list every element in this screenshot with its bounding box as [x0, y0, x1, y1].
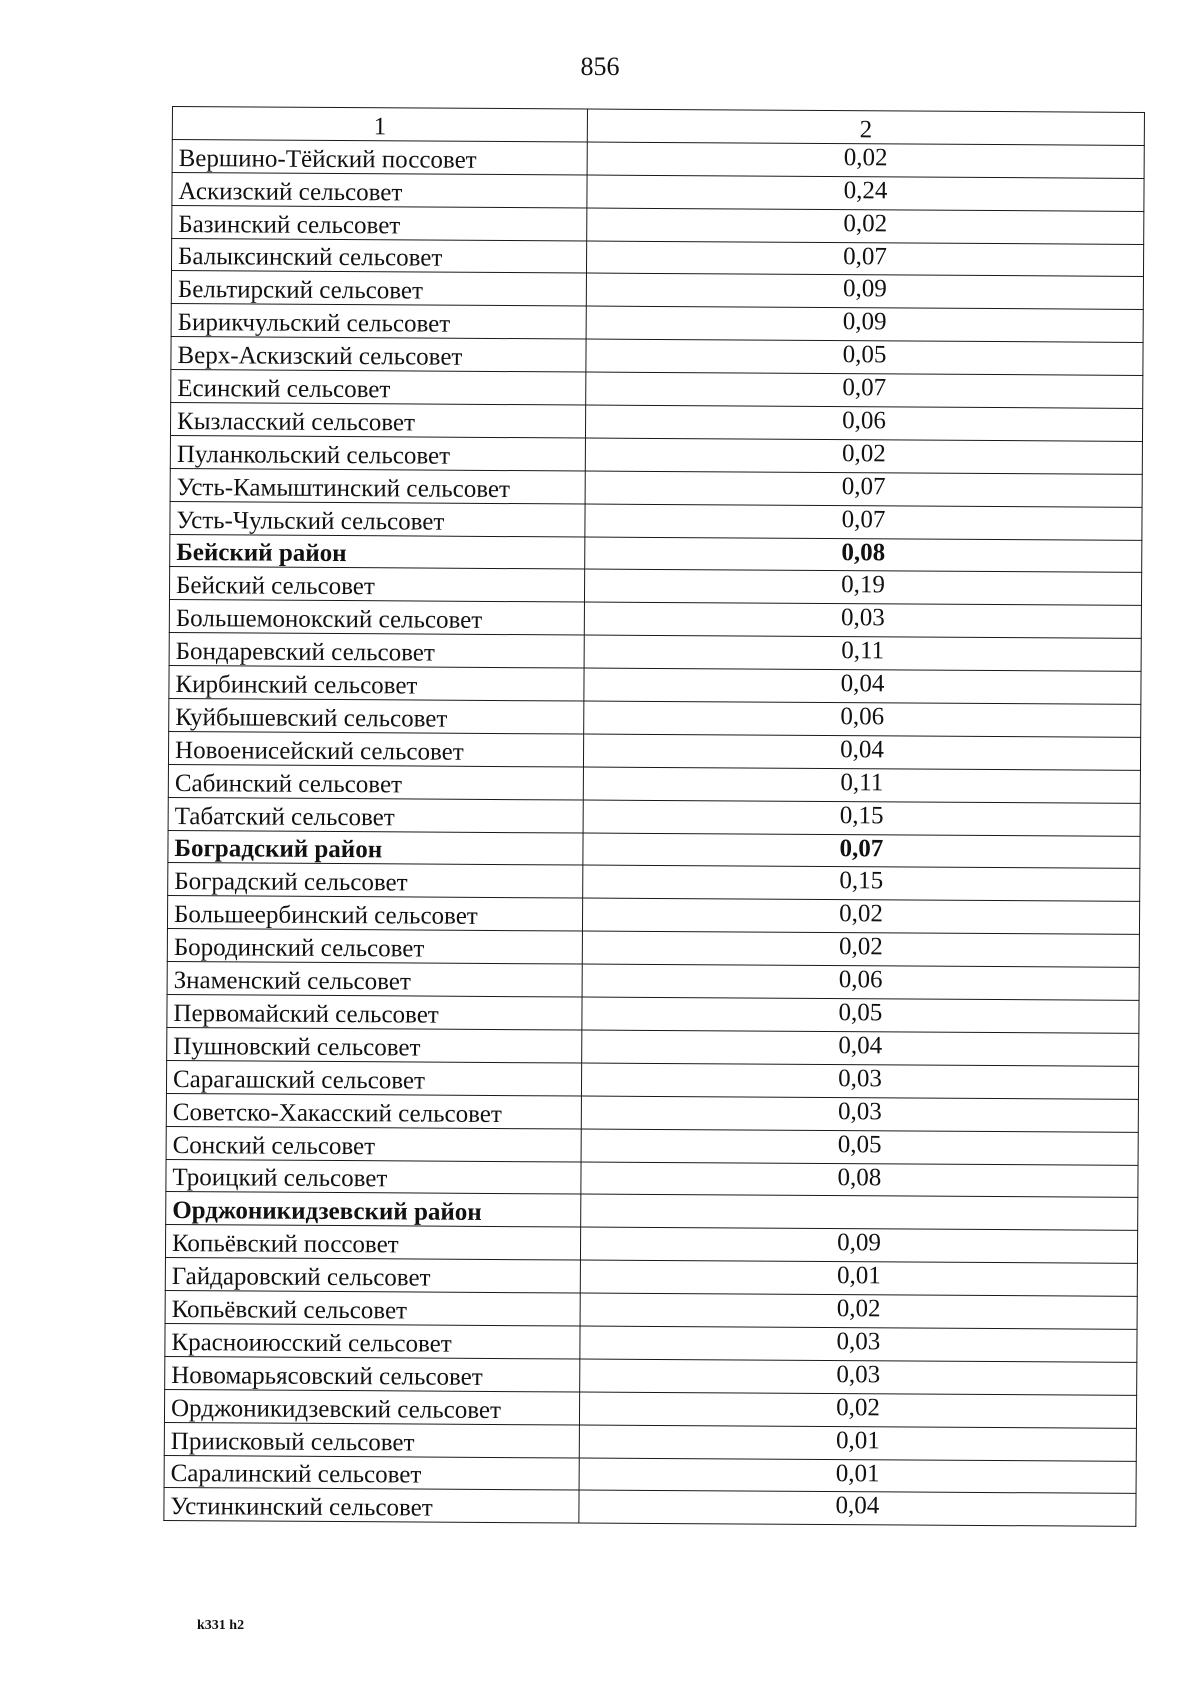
settlement-name-cell: Советско-Хакасский сельсовет	[166, 1093, 581, 1128]
value-cell: 0,07	[585, 504, 1142, 540]
table-row	[165, 1323, 1137, 1362]
value-cell: 0,07	[583, 833, 1140, 869]
table-row	[171, 370, 1143, 409]
value-cell: 0,05	[581, 1129, 1138, 1165]
district-name-cell: Боградский район	[168, 830, 583, 865]
value-cell: 0,06	[582, 964, 1139, 1000]
value-cell: 0,05	[586, 339, 1143, 375]
table-row	[167, 929, 1139, 968]
value-cell: 0,04	[583, 734, 1140, 770]
table-row	[165, 1258, 1137, 1297]
settlement-name-cell: Аскизский сельсовет	[172, 172, 587, 207]
settlement-name-cell: Знаменский сельсовет	[167, 962, 582, 997]
value-cell: 0,02	[582, 931, 1139, 967]
value-cell: 0,02	[587, 142, 1144, 178]
value-cell: 0,02	[580, 1293, 1137, 1329]
table-row	[168, 764, 1140, 803]
settlement-name-cell: Устинкинский сельсовет	[164, 1488, 579, 1523]
settlement-name-cell: Первомайский сельсовет	[167, 995, 582, 1030]
value-cell: 0,02	[579, 1392, 1136, 1428]
settlement-name-cell: Бейский сельсовет	[169, 567, 584, 602]
settlement-name-cell: Бородинский сельсовет	[167, 929, 582, 964]
district-name-cell: Бейский район	[170, 534, 585, 569]
table-row	[164, 1488, 1136, 1527]
value-cell: 0,11	[584, 635, 1141, 671]
value-cell: 0,08	[585, 537, 1142, 573]
settlement-name-cell: Большеербинский сельсовет	[167, 896, 582, 931]
table-row	[166, 1093, 1138, 1132]
value-cell: 0,01	[580, 1260, 1137, 1296]
table-group-row	[166, 1192, 1138, 1231]
settlement-name-cell: Есинский сельсовет	[171, 370, 586, 405]
settlement-name-cell: Новоенисейский сельсовет	[168, 731, 583, 766]
table-row	[169, 699, 1141, 738]
value-cell: 0,11	[583, 767, 1140, 803]
value-cell: 0,19	[584, 569, 1141, 605]
settlement-name-cell: Большемонокский сельсовет	[169, 600, 584, 635]
value-cell: 0,08	[581, 1162, 1138, 1198]
table-row	[165, 1225, 1137, 1264]
table-row	[167, 962, 1139, 1001]
table-row	[169, 600, 1141, 639]
settlement-name-cell: Троицкий сельсовет	[166, 1159, 581, 1194]
value-cell: 0,24	[587, 175, 1144, 211]
table-row	[167, 995, 1139, 1034]
value-cell	[581, 1194, 1138, 1230]
table-row	[171, 337, 1143, 376]
table-row	[165, 1291, 1137, 1330]
value-cell: 0,09	[586, 306, 1143, 342]
value-cell: 0,02	[587, 208, 1144, 244]
value-cell: 0,06	[584, 701, 1141, 737]
value-cell: 0,03	[581, 1063, 1138, 1099]
value-cell: 0,04	[584, 668, 1141, 704]
value-cell: 0,09	[580, 1227, 1137, 1263]
settlement-name-cell: Пушновский сельсовет	[167, 1027, 582, 1062]
value-cell: 0,09	[586, 273, 1143, 309]
value-cell: 0,01	[579, 1458, 1136, 1494]
settlement-name-cell: Бондаревский сельсовет	[169, 633, 584, 668]
value-cell: 0,02	[585, 438, 1142, 474]
settlement-name-cell: Табатский сельсовет	[168, 797, 583, 832]
settlement-name-cell: Усть-Камыштинский сельсовет	[170, 468, 585, 503]
data-table-wrapper	[163, 106, 1144, 1527]
settlement-name-cell: Кызласский сельсовет	[170, 403, 585, 438]
value-cell: 0,03	[581, 1096, 1138, 1132]
settlement-name-cell: Орджоникидзевский сельсовет	[164, 1389, 579, 1424]
value-cell: 0,06	[585, 405, 1142, 441]
table-row	[172, 139, 1144, 178]
settlement-name-cell: Усть-Чульский сельсовет	[170, 501, 585, 536]
value-cell: 0,03	[584, 602, 1141, 638]
footer-code: k331 h2	[197, 1618, 245, 1633]
value-cell: 0,02	[582, 898, 1139, 934]
settlement-name-cell: Саралинский сельсовет	[164, 1455, 579, 1490]
table-row	[169, 666, 1141, 705]
settlement-name-cell: Копьёвский поссовет	[165, 1225, 580, 1260]
settlement-name-cell: Пуланкольский сельсовет	[170, 435, 585, 470]
settlement-name-cell: Бирикчульский сельсовет	[171, 304, 586, 339]
column-header-1: 1	[172, 107, 587, 142]
value-cell: 0,04	[579, 1490, 1136, 1526]
table-row	[168, 797, 1140, 836]
value-cell: 0,05	[582, 997, 1139, 1033]
settlement-name-cell: Боградский сельсовет	[168, 863, 583, 898]
settlement-name-cell: Сарагашский сельсовет	[166, 1060, 581, 1095]
table-row	[166, 1060, 1138, 1099]
value-cell: 0,03	[580, 1326, 1137, 1362]
table-row	[166, 1126, 1138, 1165]
table-row	[170, 501, 1142, 540]
page-number: 856	[580, 52, 620, 81]
value-cell: 0,15	[583, 800, 1140, 836]
value-cell: 0,01	[579, 1425, 1136, 1461]
table-body	[164, 107, 1145, 1527]
settlement-name-cell: Базинский сельсовет	[172, 205, 587, 240]
table-row	[165, 1356, 1137, 1395]
settlement-name-cell: Верх-Аскизский сельсовет	[171, 337, 586, 372]
settlement-name-cell: Сабинский сельсовет	[168, 764, 583, 799]
settlement-name-cell: Приисковый сельсовет	[164, 1422, 579, 1457]
settlement-name-cell: Сонский сельсовет	[166, 1126, 581, 1161]
value-cell: 0,07	[585, 471, 1142, 507]
table-row	[170, 403, 1142, 442]
table-row	[170, 435, 1142, 474]
table-row	[164, 1422, 1136, 1461]
value-cell: 0,07	[586, 372, 1143, 408]
settlement-name-cell: Копьёвский сельсовет	[165, 1291, 580, 1326]
value-cell: 0,15	[583, 866, 1140, 902]
settlement-name-cell: Бельтирский сельсовет	[171, 271, 586, 306]
table-row	[171, 304, 1143, 343]
settlement-name-cell: Куйбышевский сельсовет	[169, 699, 584, 734]
table-row	[167, 1027, 1139, 1066]
settlement-name-cell: Балыксинский сельсовет	[171, 238, 586, 273]
table-row	[167, 896, 1139, 935]
data-table	[163, 106, 1145, 1527]
settlement-name-cell: Гайдаровский сельсовет	[165, 1258, 580, 1293]
table-row	[170, 468, 1142, 507]
column-header-2: 2	[587, 109, 1144, 145]
table-row	[172, 172, 1144, 211]
settlement-name-cell: Красноиюсский сельсовет	[165, 1323, 580, 1358]
table-row	[172, 205, 1144, 244]
table-row	[164, 1389, 1136, 1428]
settlement-name-cell: Новомарьясовский сельсовет	[165, 1356, 580, 1391]
table-row	[169, 633, 1141, 672]
value-cell: 0,04	[582, 1030, 1139, 1066]
district-name-cell: Орджоникидзевский район	[166, 1192, 581, 1227]
value-cell: 0,07	[586, 241, 1143, 277]
settlement-name-cell: Вершино-Тёйский поссовет	[172, 139, 587, 174]
table-row	[168, 731, 1140, 770]
value-cell: 0,03	[580, 1359, 1137, 1395]
settlement-name-cell: Кирбинский сельсовет	[169, 666, 584, 701]
